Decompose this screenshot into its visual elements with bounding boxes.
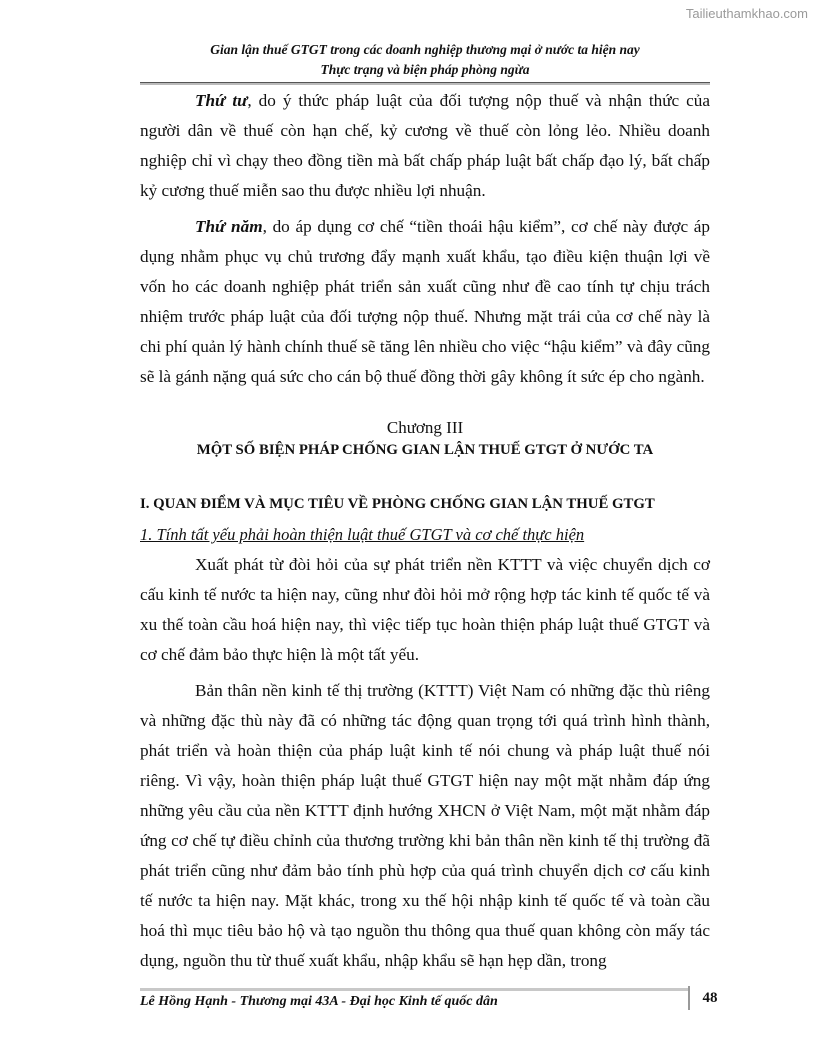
chapter-label: Chương III [386,418,464,437]
page-footer: Lê Hồng Hạnh - Thương mại 43A - Đại học Kinh tế quốc dân [140,988,688,1013]
paragraph-thu-nam [140,212,710,392]
paragraph-xuat-phat: Xuất phát từ đòi hỏi của sự phát triển nền KTTT và việc chuyển dịch cơ cấu kinh tế nước ta hiện nay, cũng như đòi hỏi mở rộng hợp tác kinh tế quốc tế và xu thế toàn cầu hoá hiện nay, thì việc tiếp tục hoàn thiện pháp luật thuế GTGT và cơ chế đảm bảo thực hiện là một tất yếu. [140,555,710,664]
section-heading: I. QUAN ĐIỂM VÀ MỤC TIÊU VỀ PHÒNG CHỐNG GIAN LẬN THUẾ GTGT [140,496,655,512]
chapter-title: MỘT SỐ BIỆN PHÁP CHỐNG GIAN LẬN THUẾ GTGT Ở NƯỚC TA [196,442,654,458]
watermark: Tailieuthamkhao.com [685,6,808,21]
subsection-heading: 1. Tính tất yếu phải hoàn thiện luật thuế GTGT và cơ chế thực hiện [140,525,585,544]
paragraph-lead: Thứ tư [195,91,248,110]
page-number: 48 [688,986,730,1010]
paragraph-text: , do áp dụng cơ chế “tiền thoái hậu kiểm”, cơ chế này được áp dụng nhằm phục vụ chủ trương đẩy mạnh xuất khẩu, tạo điều kiện thuận lợi về vốn ho các doanh nghiệp phát triển sản xuất cũng như đề cao tính tự chịu trách nhiệm trước pháp luật của đối tượng nộp thuế. Nhưng mặt trái của cơ chế này là chi phí quản lý hành chính thuế sẽ tăng lên nhiều cho việc “hậu kiểm” và đây cũng sẽ là gánh nặng quá sức cho cán bộ thuế đồng thời gây không ít sức ép cho ngành. [140,217,710,386]
header-title-line1: Gian lận thuế GTGT trong các doanh nghiệp thương mại ở nước ta hiện nay [210,42,640,57]
paragraph-ban-than: Bản thân nền kinh tế thị trường (KTTT) Việt Nam có những đặc thù riêng và những đặc thù này đã có những tác động quan trọng tới quá trình hình thành, phát triển và hoàn thiện của pháp luật kinh tế nói chung và pháp luật thuế nói riêng. Vì vậy, hoàn thiện pháp luật thuế GTGT hiện nay một mặt nhằm đáp ứng những yêu cầu của nền KTTT định hướng XHCN ở Việt Nam, một mặt nhằm đáp ứng cơ chế tự điều chỉnh của thương trường khi bản thân nền kinh tế thị trường đã phát triển cũng như đảm bảo tính phù hợp của quá trình chuyển dịch cơ cấu kinh tế nước ta hiện nay. Mặt khác, trong xu thế hội nhập kinh tế quốc tế và toàn cầu hoá thì mục tiêu bảo hộ và tạo nguồn thu thông qua thuế quan không còn mấy tác dụng, nguồn thu từ thuế xuất khẩu, nhập khẩu sẽ hạn hẹp dần, trong [140,681,710,970]
page-content [140,86,710,976]
page-header [140,40,710,83]
paragraph-thu-tu [140,86,710,206]
paragraph-text: , do ý thức pháp luật của đối tượng nộp thuế và nhận thức của người dân về thuế còn hạn chế, kỷ cương về thuế còn lỏng lẻo. Nhiều doanh nghiệp chỉ vì chạy theo đồng tiền mà bất chấp pháp luật bất chấp đạo lý, bất chấp kỷ cương thuế miễn sao thu được nhiều lợi nhuận. [140,91,710,200]
paragraph-lead: Thứ năm [195,217,263,236]
header-title-line2: Thực trạng và biện pháp phòng ngừa [320,62,530,77]
